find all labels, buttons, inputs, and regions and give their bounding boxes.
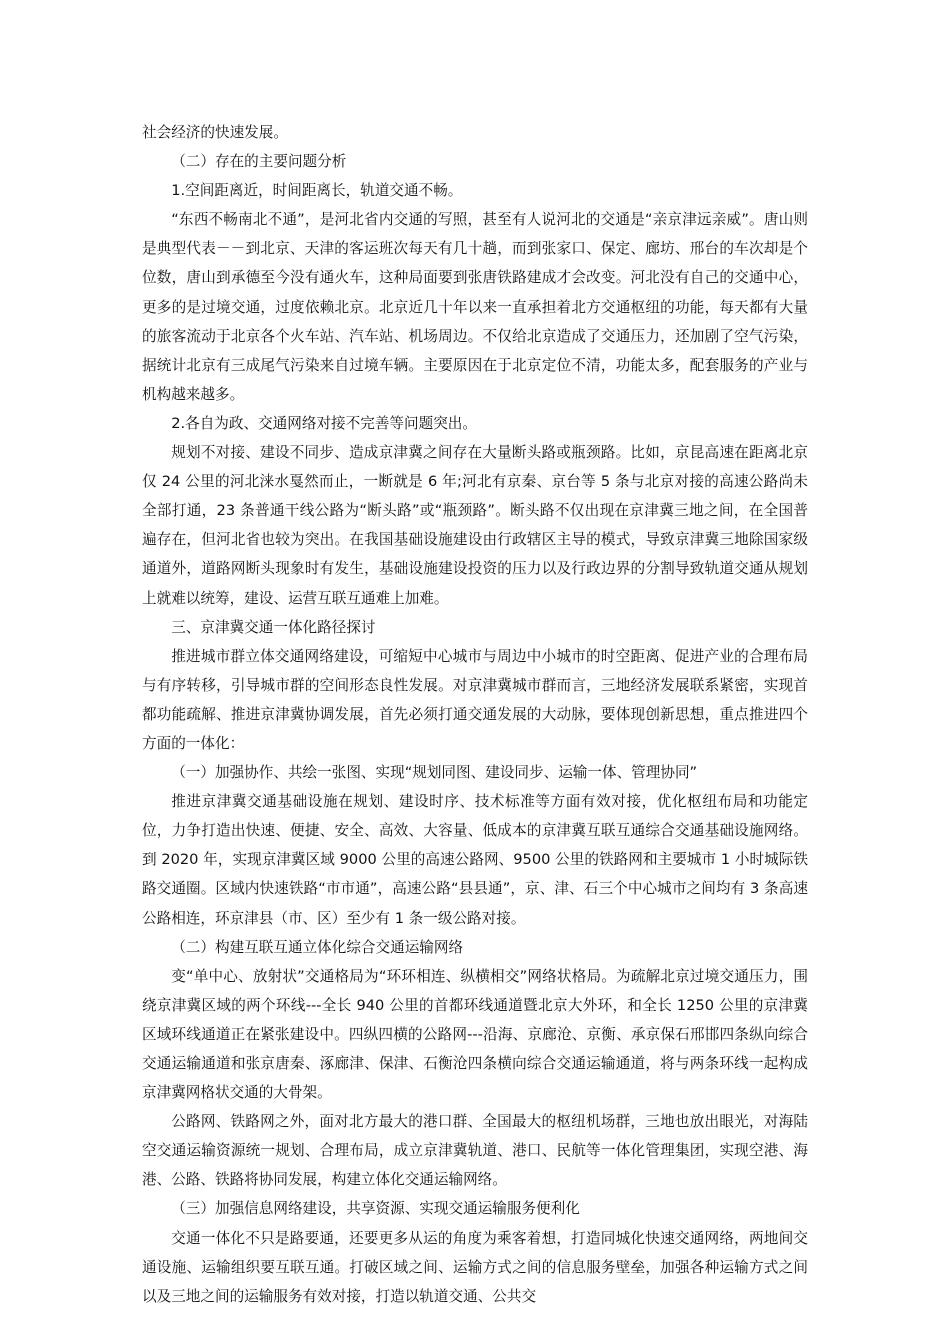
section-heading-problems: （二）存在的主要问题分析 (171, 153, 347, 171)
paragraph-12: 公路网、铁路网之外，面对北方最大的港口群、全国最大的枢纽机场群，三地也放出眼光，对海陆空交通运输资源统一规划、合理布局，成立京津冀轨道、港口、民航等一体化管理集团，实现空港、海港、公路、铁路将协同发展，构建立体化交通运输网络。 (142, 1113, 808, 1189)
subheading-network: （二）构建互联互通立体化综合交通运输网络 (171, 938, 464, 956)
paragraph-5: 规划不对接、建设不同步、造成京津冀之间存在大量断头路或瓶颈路。比如，京昆高速在距离北京仅 24 公里的河北涞水戛然而止，一断就是 6 年;河北有京秦、京台等 5 条与北京对接的高速公路尚未全部打通，23 条普通干线公路为“断头路”或“瓶颈路”。断头路不仅出现在京津冀三地之间，在全国普遍存在，但河北省也较为突出。在我国基础设施建设由行政辖区主导的模式，导致京津冀三地除国家级通道外，道路网断头现象时有发生，基础设施建设投资的压力以及行政边界的分割导致轨道交通从规划上就难以统筹，建设、运营互联互通难上加难。 (142, 444, 808, 607)
paragraph-9: 推进京津冀交通基础设施在规划、建设时序、技术标准等方面有效对接，优化枢纽布局和功能定位，力争打造出快速、便捷、安全、高效、大容量、低成本的京津冀互联互通综合交通基础设施网络。到 2020 年，实现京津冀区域 9000 公里的高速公路网、9500 公里的铁路网和主要城市 1 小时城际铁路交通圈。区域内快速铁路“市市通”，高速公路“县县通”，京、津、石三个中心城市之间均有 3 条高速公路相连，环京津县（市、区）至少有 1 条一级公路对接。 (142, 793, 808, 927)
paragraph-0: 社会经济的快速发展。 (142, 124, 288, 141)
subheading-2: 2.各自为政、交通网络对接不完善等问题突出。 (171, 414, 477, 432)
subheading-cooperation: （一）加强协作、共绘一张图、实现“规划同图、建设同步、运输一体、管理协同” (171, 764, 698, 782)
paragraph-7: 推进城市群立体交通网络建设，可缩短中心城市与周边中小城市的时空距离、促进产业的合理布局与有序转移，引导城市群的空间形态良性发展。对京津冀城市群而言，三地经济发展联系紧密，实现首都功能疏解、推进京津冀协调发展，首先必须打通交通发展的大动脉，要体现创新思想，重点推进四个方面的一体化： (142, 647, 808, 752)
section-heading-3: 三、京津冀交通一体化路径探讨 (171, 618, 376, 636)
subheading-1: 1.空间距离近，时间距离长，轨道交通不畅。 (171, 182, 463, 200)
paragraph-3: “东西不畅南北不通”，是河北省内交通的写照，甚至有人说河北的交通是“亲京津远亲威”。唐山则是典型代表－－到北京、天津的客运班次每天有几十趟，而到张家口、保定、廊坊、邢台的车次却是个位数，唐山到承德至今没有通火车，这种局面要到张唐铁路建成才会改变。河北没有自己的交通中心，更多的是过境交通，过度依赖北京。北京近几十年以来一直承担着北方交通枢纽的功能，每天都有大量的旅客流动于北京各个火车站、汽车站、机场周边。不仅给北京造成了交通压力，还加剧了空气污染，据统计北京有三成尾气污染来自过境车辆。主要原因在于北京定位不清，功能太多，配套服务的产业与机构越来越多。 (142, 211, 808, 403)
paragraph-11: 变“单中心、放射状”交通格局为“环环相连、纵横相交”网络状格局。为疏解北京过境交通压力，围绕京津冀区域的两个环线---全长 940 公里的首都环线通道暨北京大外环，和全长 1250 公里的京津冀区域环线通道正在紧张建设中。四纵四横的公路网---沿海、京廊沧、京衡、承京保石邢邯四条纵向综合交通运输通道和张京唐秦、涿廊津、保津、石衡沧四条横向综合交通运输通道，将与两条环线一起构成京津冀网格状交通的大骨架。 (142, 967, 808, 1102)
document-page (142, 118, 808, 1311)
paragraph-14: 交通一体化不只是路要通，还要更多从运的角度为乘客着想，打造同城化快速交通网络，两地间交通设施、运输组织要互联互通。打破区域之间、运输方式之间的信息服务壁垒，加强各种运输方式之间以及三地之间的运输服务有效对接，打造以轨道交通、公共交 (142, 1229, 808, 1305)
subheading-information: （三）加强信息网络建设，共享资源、实现交通运输服务便利化 (171, 1200, 580, 1218)
